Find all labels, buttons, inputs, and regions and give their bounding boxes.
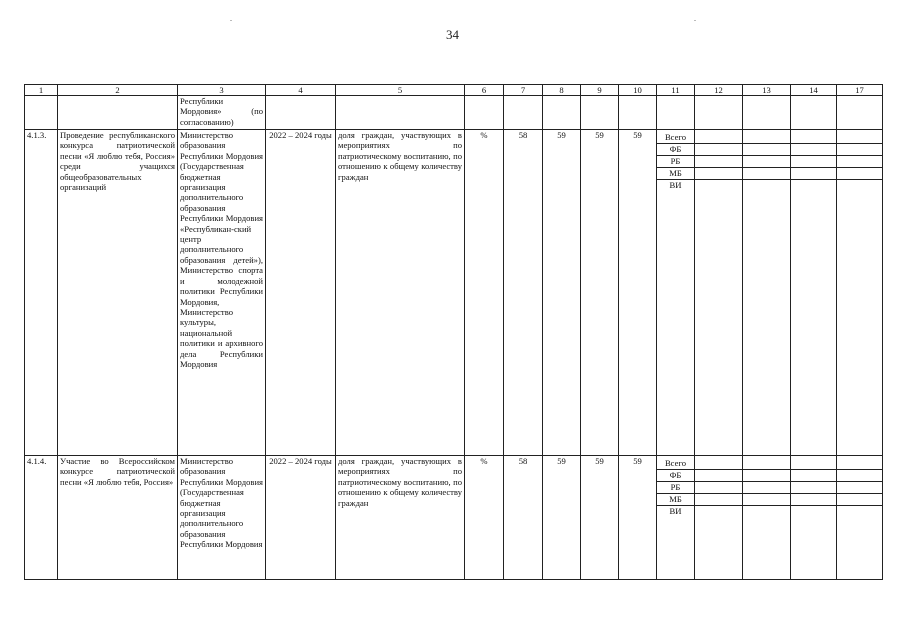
period: 2022 – 2024 годы xyxy=(266,130,336,456)
header-col-12: 12 xyxy=(695,85,743,96)
indicator: доля граждан, участвующих в мероприятиях по патриотическому воспитанию, по отношению к общему количеству граждан xyxy=(336,456,465,580)
header-col-9: 9 xyxy=(581,85,619,96)
table-row xyxy=(25,456,883,580)
funding-cells xyxy=(743,456,791,580)
scan-speck xyxy=(230,20,232,21)
executor: Министерство образования Республики Мордовия (Государственная бюджетная организация дополнительного образования Республики Мордовия «Республикан-ский центр дополнительного образования детей»), Министерство спорта и молодежной политики Республики Мордовия, Министерство культуры, национальной политики и архивного дела Республики Мордовия xyxy=(178,130,266,456)
event-name: Проведение республиканского конкурса патриотической песни «Я люблю тебя, Россия» среди учащихся общеобразовательных организаций xyxy=(58,130,178,456)
continuation-row xyxy=(25,96,883,130)
row-number: 4.1.3. xyxy=(25,130,58,456)
header-col-2: 2 xyxy=(58,85,178,96)
funding-source-total: Всего xyxy=(657,132,694,144)
funding-source-mb: МБ xyxy=(657,494,694,506)
funding-source-fb: ФБ xyxy=(657,144,694,156)
page-number: 34 xyxy=(446,27,459,42)
funding-sources xyxy=(657,456,695,580)
indicator: доля граждан, участвующих в мероприятиях по патриотическому воспитанию, по отношению к общему количеству граждан xyxy=(336,130,465,456)
funding-source-rb: РБ xyxy=(657,482,694,494)
funding-cells xyxy=(695,130,743,456)
value-10: 59 xyxy=(619,130,657,456)
funding-cells xyxy=(791,456,837,580)
value-7: 58 xyxy=(504,130,543,456)
funding-cells xyxy=(791,130,837,456)
header-col-8: 8 xyxy=(543,85,581,96)
header-col-14: 14 xyxy=(791,85,837,96)
executor: Министерство образования Республики Мордовия (Государственная бюджетная организация дополнительного образования Республики Мордовия xyxy=(178,456,266,580)
funding-source-vi: ВИ xyxy=(669,506,682,516)
funding-source-rb: РБ xyxy=(657,156,694,168)
funding-cells xyxy=(743,130,791,456)
header-col-7: 7 xyxy=(504,85,543,96)
funding-source-total: Всего xyxy=(657,458,694,470)
header-col-17: 17 xyxy=(837,85,883,96)
value-9: 59 xyxy=(581,456,619,580)
value-7: 58 xyxy=(504,456,543,580)
table-row xyxy=(25,130,883,456)
header-col-1: 1 xyxy=(25,85,58,96)
funding-cells xyxy=(837,130,883,456)
header-col-5: 5 xyxy=(336,85,465,96)
header-row xyxy=(25,85,883,96)
funding-cells xyxy=(695,456,743,580)
unit: % xyxy=(465,456,504,580)
header-col-10: 10 xyxy=(619,85,657,96)
funding-source-fb: ФБ xyxy=(657,470,694,482)
event-name: Участие во Всероссийском конкурсе патриотической песни «Я люблю тебя, Россия» xyxy=(58,456,178,580)
continuation-executor: Республики Мордовия» (по согласованию) xyxy=(178,96,266,130)
row-number: 4.1.4. xyxy=(25,456,58,580)
header-col-3: 3 xyxy=(178,85,266,96)
funding-sources xyxy=(657,130,695,456)
funding-source-vi: ВИ xyxy=(669,180,682,190)
period: 2022 – 2024 годы xyxy=(266,456,336,580)
header-col-6: 6 xyxy=(465,85,504,96)
program-table xyxy=(24,84,883,580)
scan-speck xyxy=(694,20,696,21)
value-8: 59 xyxy=(543,456,581,580)
unit: % xyxy=(465,130,504,456)
header-col-4: 4 xyxy=(266,85,336,96)
value-10: 59 xyxy=(619,456,657,580)
funding-source-mb: МБ xyxy=(657,168,694,180)
header-col-11: 11 xyxy=(657,85,695,96)
value-9: 59 xyxy=(581,130,619,456)
funding-cells xyxy=(837,456,883,580)
header-col-13: 13 xyxy=(743,85,791,96)
value-8: 59 xyxy=(543,130,581,456)
